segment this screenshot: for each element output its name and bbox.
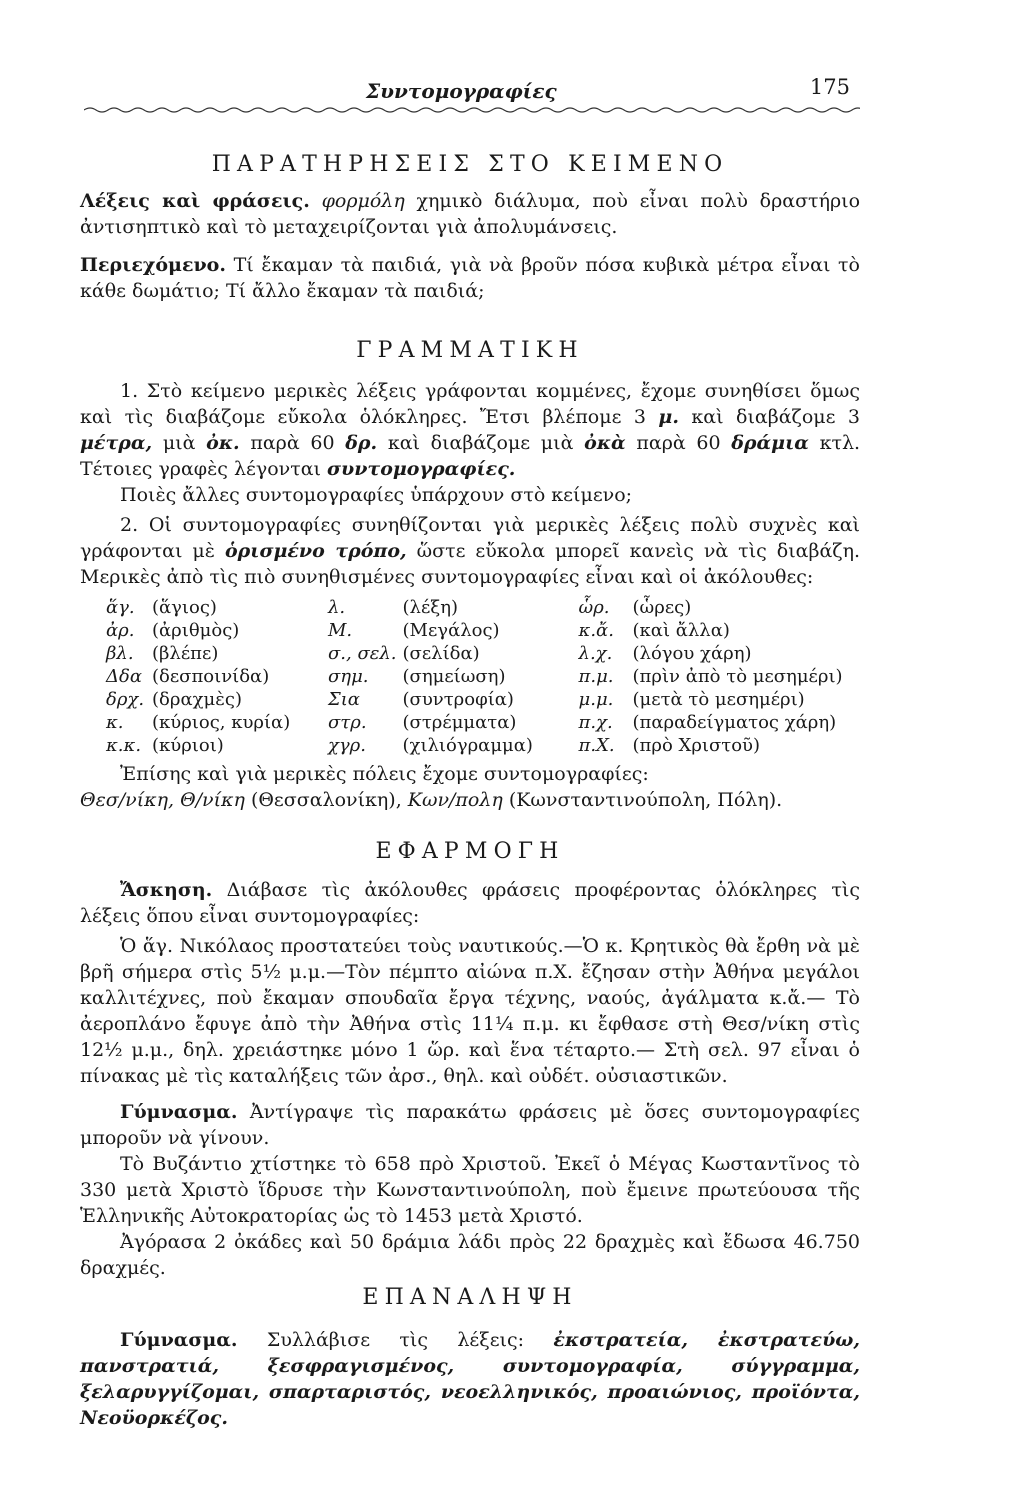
grammar-paragraph-2	[80, 512, 860, 590]
expansion-cell: (Μεγάλος)	[402, 620, 500, 641]
abbreviation-row	[106, 734, 849, 757]
book-page	[80, 60, 860, 1431]
expansion-cell: (πρὶν ἀπὸ τὸ μεσημέρι)	[632, 666, 843, 687]
words-label: Λέξεις καὶ φράσεις.	[80, 190, 310, 212]
abbreviation-cell: ἀρ.	[106, 620, 135, 641]
expansion-cell: (παραδείγματος χάρη)	[632, 712, 837, 733]
wavy-rule	[84, 104, 860, 118]
abbreviation-row	[106, 688, 849, 711]
city-abbr: Θεσ/νίκη, Θ/νίκη	[80, 789, 245, 811]
abbreviation-cell: βλ.	[106, 643, 134, 664]
abbreviation-row	[106, 642, 849, 665]
cities-line	[80, 787, 860, 813]
exercise-text: Διάβασε τὶς ἀκόλουθες φράσεις προφέροντας ὁλόκληρες τὶς λέξεις ὅπου εἶναι συντομογραφίες:	[80, 879, 860, 927]
expansion-cell: (πρὸ Χριστοῦ)	[632, 735, 761, 756]
abbr-run: δρ.	[345, 432, 378, 454]
expansion-cell: (ἅγιος)	[152, 597, 217, 618]
term-run: ὀκὰ	[584, 432, 626, 454]
grammar-paragraph-1	[80, 378, 860, 482]
expansion-cell: (μετὰ τὸ μεσημέρι)	[632, 689, 805, 710]
city-full: (Θεσσαλονίκη),	[250, 789, 402, 811]
text-run: μιὰ	[162, 432, 196, 454]
abbreviation-cell: Δδα	[106, 666, 142, 687]
abbreviation-cell: Μ.	[328, 620, 353, 641]
running-title: Συντομογραφίες	[366, 79, 557, 103]
abbreviation-row	[106, 711, 849, 734]
gym-body-1: Τὸ Βυζάντιο χτίστηκε τὸ 658 πρὸ Χριστοῦ. Ἐκεῖ ὁ Μέγας Κωσταντῖνος τὸ 330 μετὰ Χριστὸ ἵδρυσε τὴν Κωνσταντινούπολη, ποὺ ἔμεινε πρωτεύουσα τῆς Ἑλληνικῆς Αὐτοκρατορίας ὡς τὸ 1453 μετὰ Χριστό.	[80, 1153, 860, 1227]
city-full: (Κωνσταντινούπολη, Πόλη).	[508, 789, 783, 811]
abbreviation-table	[106, 596, 849, 757]
expansion-cell: (στρέμματα)	[402, 712, 517, 733]
cities-intro: Ἐπίσης καὶ γιὰ μερικὲς πόλεις ἔχομε συντομογραφίες:	[120, 763, 649, 785]
text-run: 1. Στὸ κείμενο μερικὲς λέξεις γράφονται κομμένες, ἔχομε συνηθίσει ὅμως καὶ τὶς διαβάζομε εὔκολα ὁλόκληρες. Ἔτσι βλέπομε 3	[80, 380, 860, 428]
abbreviation-cell: κ.	[106, 712, 124, 733]
abbreviation-row	[106, 665, 849, 688]
expansion-cell: (βλέπε)	[152, 643, 219, 664]
gym-text: Ἀντίγραψε τὶς παρακάτω φράσεις μὲ ὅσες συντομογραφίες μποροῦν νὰ γίνουν.	[80, 1101, 860, 1149]
notes-heading: ΠΑΡΑΤΗΡΗΣΕΙΣ ΣΤΟ ΚΕΙΜΕΝΟ	[211, 152, 729, 177]
review-text: Συλλάβισε τὶς λέξεις:	[266, 1329, 525, 1351]
expansion-cell: (δραχμὲς)	[152, 689, 242, 710]
abbreviation-cell: στρ.	[328, 712, 367, 733]
expansion-cell: (λόγου χάρη)	[632, 643, 752, 664]
abbreviation-cell: σ., σελ.	[328, 643, 397, 664]
text-run: καὶ διαβάζομε 3	[691, 406, 860, 428]
page-number: 175	[809, 75, 850, 99]
exercise-paragraph	[80, 877, 860, 929]
abbreviation-row	[106, 596, 849, 619]
abbr-run: μ.	[658, 406, 679, 428]
text-run: κτλ. Τέτοιες γραφὲς λέγονται	[80, 432, 861, 480]
words-term: φορμόλη	[321, 190, 405, 212]
content-label: Περιεχόμενο.	[80, 254, 226, 276]
expansion-cell: (ὧρες)	[632, 597, 692, 618]
abbreviation-cell: δρχ.	[106, 689, 145, 710]
term-run: μέτρα,	[80, 432, 153, 454]
expansion-cell: (δεσποινίδα)	[152, 666, 270, 687]
content-paragraph	[80, 252, 860, 304]
review-words: ἐκστρατεία, ἐκστρατεύω, πανστρατιά, ξεσφραγισμένος, συντομογραφία, σύγγραμμα, ξελαρυγγίζομαι, σπαρταριστός, νεοελληνικός, προαιώνιος, προϊόντα, Νεοϋορκέζος.	[80, 1329, 860, 1429]
page-header	[80, 60, 860, 114]
grammar-question: Ποιὲς ἄλλες συντομογραφίες ὑπάρχουν στὸ κείμενο;	[120, 484, 633, 506]
words-text: χημικὸ διάλυμα, ποὺ εἶναι πολὺ δραστήριο ἀντισηπτικὸ καὶ τὸ μεταχειρίζονται γιὰ ἀπολυμάνσεις.	[80, 190, 861, 238]
abbreviation-cell: ἅγ.	[106, 597, 135, 618]
exercise-label: Ἄσκηση.	[120, 879, 213, 901]
gym-label: Γύμνασμα.	[120, 1101, 238, 1123]
review-paragraph	[80, 1327, 860, 1431]
gym-paragraph	[80, 1099, 860, 1151]
abbreviation-cell: μ.μ.	[578, 689, 614, 710]
abbreviation-cell: κ.ἄ.	[578, 620, 614, 641]
city-abbr: Κων/πολη	[407, 789, 503, 811]
abbreviation-cell: ὧρ.	[578, 597, 610, 618]
grammar-heading: ΓΡΑΜΜΑΤΙΚΗ	[356, 338, 584, 363]
expansion-cell: (σελίδα)	[402, 643, 480, 664]
expansion-cell: (κύριοι)	[152, 735, 224, 756]
abbreviation-cell: λ.	[328, 597, 346, 618]
expansion-cell: (λέξη)	[402, 597, 459, 618]
text-run: παρὰ 60	[636, 432, 721, 454]
application-heading: ΕΦΑΡΜΟΓΗ	[375, 839, 565, 864]
exercise-body: Ὁ ἅγ. Νικόλαος προστατεύει τοὺς ναυτικούς.—Ὁ κ. Κρητικὸς θὰ ἔρθη νὰ μὲ βρῆ σήμερα στὶς 5½ μ.μ.—Τὸν πέμπτο αἰώνα π.Χ. ἔζησαν στὴν Ἀθήνα μεγάλοι καλλιτέχνες, ποὺ ἔκαμαν σπουδαῖα ἔργα τέχνης, ναούς, ἀγάλματα κ.ἄ.— Τὸ ἀεροπλάνο ἔφυγε ἀπὸ τὴν Ἀθήνα στὶς 11¼ π.μ. κι ἔφθασε στὴ Θεσ/νίκη στὶς 12½ μ.μ., δηλ. χρειάστηκε μόνο 1 ὥρ. καὶ ἕνα τέταρτο.— Στὴ σελ. 97 εἶναι ὁ πίνακας μὲ τὶς καταλήξεις τῶν ἀρσ., θηλ. καὶ οὐδέτ. οὐσιαστικῶν.	[80, 935, 860, 1087]
abbreviation-cell: κ.κ.	[106, 735, 142, 756]
expansion-cell: (καὶ ἄλλα)	[632, 620, 730, 641]
abbreviation-cell: π.Χ.	[578, 735, 615, 756]
expansion-cell: (κύριος, κυρία)	[152, 712, 291, 733]
expansion-cell: (ἀριθμὸς)	[152, 620, 240, 641]
text-run: καὶ διαβάζομε μιὰ	[387, 432, 574, 454]
words-paragraph	[80, 188, 860, 240]
content-text: Τί ἔκαμαν τὰ παιδιά, γιὰ νὰ βροῦν πόσα κυβικὰ μέτρα εἶναι τὸ κάθε δωμάτιο; Τί ἄλλο ἔκαμαν τὰ παιδιά;	[80, 254, 860, 302]
expansion-cell: (χιλιόγραμμα)	[402, 735, 533, 756]
term-run: συντομογραφίες.	[327, 458, 516, 480]
abbreviation-cell: Σια	[328, 689, 360, 710]
text-run: 2. Οἱ συντομογραφίες συνηθίζονται γιὰ μερικὲς λέξεις πολὺ συχνὲς καὶ γράφονται μὲ	[80, 514, 860, 562]
abbreviation-row	[106, 619, 849, 642]
gym-body-2: Ἀγόρασα 2 ὀκάδες καὶ 50 δράμια λάδι πρὸς 22 δραχμὲς καὶ ἔδωσα 46.750 δραχμές.	[80, 1231, 860, 1279]
text-run: ὥστε εὔκολα μπορεῖ κανεὶς νὰ τὶς διαβάζη. Μερικὲς ἀπὸ τὶς πιὸ συνηθισμένες συντομογραφίες εἶναι καὶ οἱ ἀκόλουθες:	[80, 540, 861, 588]
term-run: ὁρισμένο τρόπο,	[224, 540, 407, 562]
expansion-cell: (σημείωση)	[402, 666, 506, 687]
abbreviation-cell: λ.χ.	[578, 643, 613, 664]
abbreviation-cell: σημ.	[328, 666, 369, 687]
expansion-cell: (συντροφία)	[402, 689, 514, 710]
abbr-run: ὀκ.	[206, 432, 240, 454]
term-run: δράμια	[731, 432, 809, 454]
review-heading: ΕΠΑΝΑΛΗΨΗ	[362, 1285, 578, 1310]
review-label: Γύμνασμα.	[120, 1329, 238, 1351]
abbreviation-cell: π.μ.	[578, 666, 614, 687]
abbreviation-cell: χγρ.	[328, 735, 366, 756]
abbreviation-cell: π.χ.	[578, 712, 613, 733]
text-run: παρὰ 60	[250, 432, 335, 454]
